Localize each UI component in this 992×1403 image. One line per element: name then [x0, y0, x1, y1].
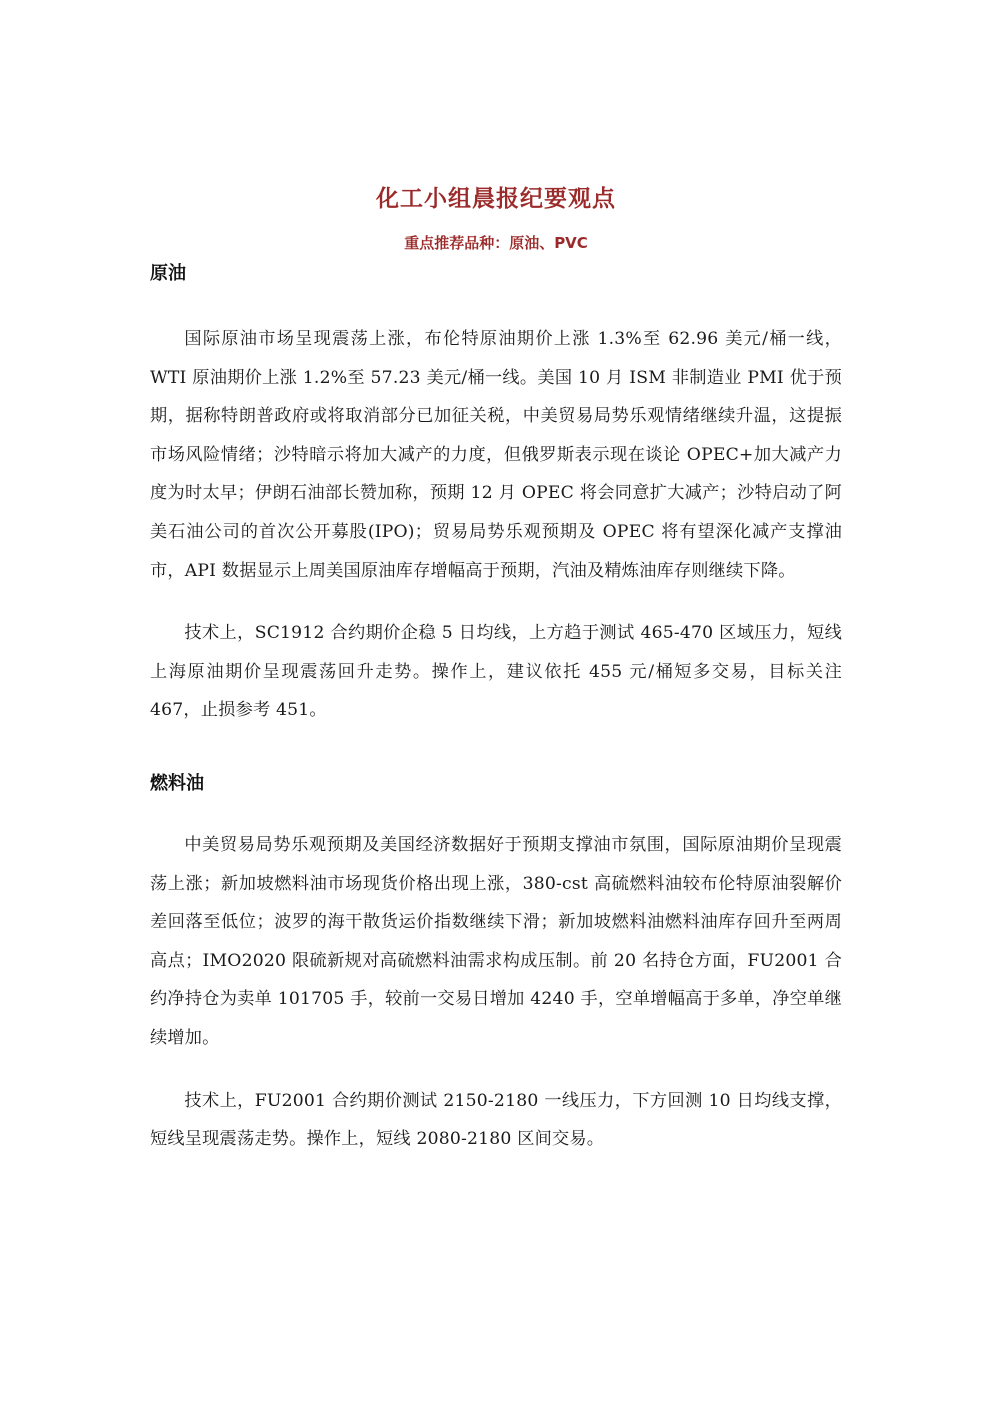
crude-oil-fundamentals-paragraph: 国际原油市场呈现震荡上涨，布伦特原油期价上涨 1.3%至 62.96 美元/桶一线，WTI 原油期价上涨 1.2%至 57.23 美元/桶一线。美国 10 月 ISM 非制造业 PMI 优于预期，据称特朗普政府或将取消部分已加征关税，中美贸易局势乐观情绪继续升温，这提振市场风险情绪；沙特暗示将加大减产的力度，但俄罗斯表示现在谈论 OPEC+加大减产力度为时太早；伊朗石油部长赞加称，预期 12 月 OPEC 将会同意扩大减产；沙特启动了阿美石油公司的首次公开募股(IPO)；贸易局势乐观预期及 OPEC 将有望深化减产支撑油市，API 数据显示上周美国原油库存增幅高于预期，汽油及精炼油库存则继续下降。 [150, 329, 842, 581]
report-subtitle: 重点推荐品种：原油、PVC [404, 234, 588, 252]
fuel-oil-fundamentals-paragraph: 中美贸易局势乐观预期及美国经济数据好于预期支撑油市氛围，国际原油期价呈现震荡上涨；新加坡燃料油市场现货价格出现上涨，380-cst 高硫燃料油较布伦特原油裂解价差回落至低位；波罗的海干散货运价指数继续下滑；新加坡燃料油燃料油库存回升至两周高点；IMO2020 限硫新规对高硫燃料油需求构成压制。前 20 名持仓方面，FU2001 合约净持仓为卖单 101705 手，较前一交易日增加 4240 手，空单增幅高于多单，净空单继续增加。 [150, 834, 842, 1048]
report-title: 化工小组晨报纪要观点 [376, 186, 616, 212]
section-fuel-oil [150, 770, 842, 1159]
report-page [150, 180, 842, 1159]
fuel-oil-technical-paragraph: 技术上，FU2001 合约期价测试 2150-2180 一线压力，下方回测 10 日均线支撑，短线呈现震荡走势。操作上，短线 2080-2180 区间交易。 [150, 1090, 842, 1150]
crude-oil-technical-paragraph: 技术上，SC1912 合约期价企稳 5 日均线，上方趋于测试 465-470 区域压力，短线上海原油期价呈现震荡回升走势。操作上，建议依托 455 元/桶短多交易，目标关注 467，止损参考 451。 [150, 623, 842, 721]
section-crude-oil [150, 260, 842, 730]
section-heading-fuel-oil: 燃料油 [150, 772, 204, 794]
section-heading-crude-oil: 原油 [150, 263, 186, 284]
